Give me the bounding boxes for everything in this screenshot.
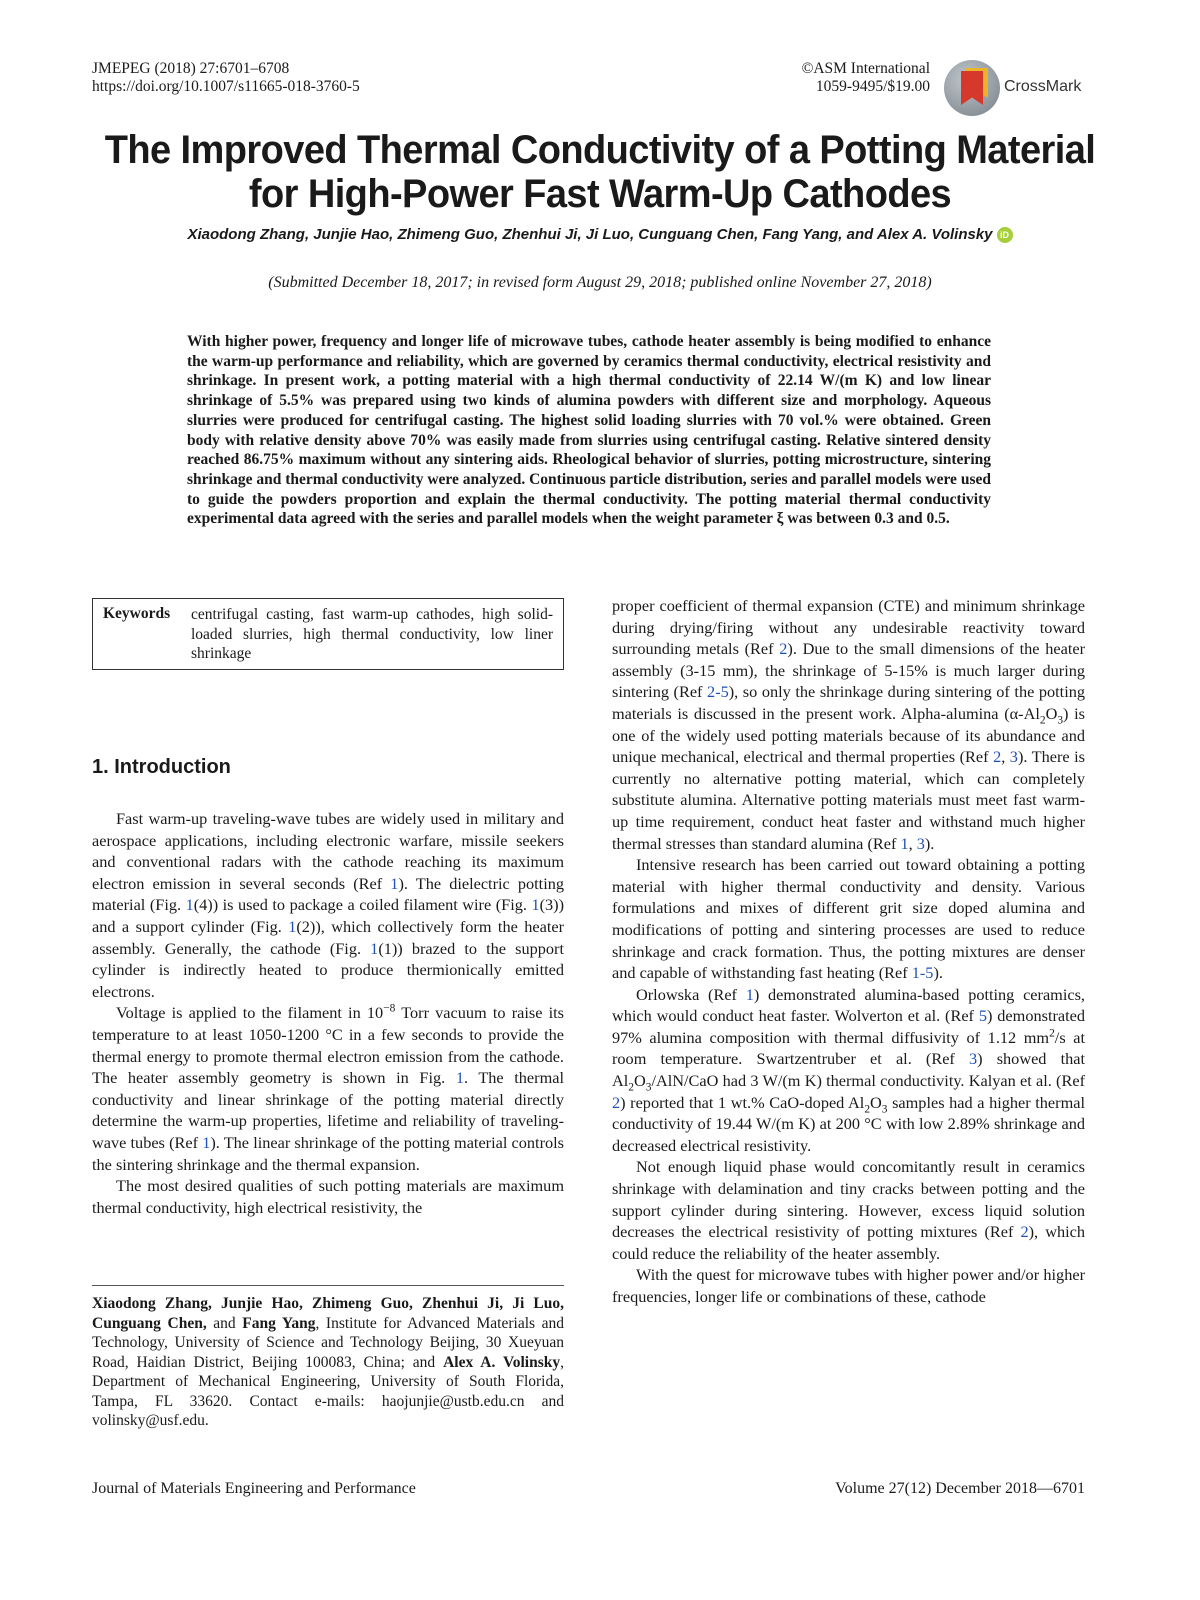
orcid-icon[interactable]: iD [997,227,1013,243]
ref-link[interactable]: 3 [1009,747,1018,767]
author-list [90,226,1110,243]
title-line-2: for High-Power Fast Warm-Up Cathodes [248,172,952,216]
paragraph: Not enough liquid phase would concomitantly result in ceramics shrinkage with delamination and tiny cracks between potting and the support cylinder during sintering. However, excess liquid solution decreases the electrical resistivity of potting mixtures (Ref 2), which could reduce the reliability of the heater assembly. [612,1157,1085,1263]
footnote-divider [92,1285,564,1286]
journal-ref: JMEPEG (2018) 27:6701–6708 [92,60,290,77]
ref-link[interactable]: 1 [900,833,909,853]
keywords-box [92,598,564,670]
title-line-1: The Improved Thermal Conductivity of a Potting Material [104,128,1096,172]
paragraph: The most desired qualities of such potting materials are maximum thermal conductivity, high electrical resistivity, the [92,1176,564,1217]
ref-link[interactable]: 2-5 [707,682,729,702]
ref-link[interactable]: 2 [779,639,788,659]
ref-link[interactable]: 1 [745,984,754,1004]
footer-volume: Volume 27(12) December 2018—6701 [835,1480,1085,1497]
ref-link[interactable]: 1 [202,1132,211,1152]
fig-link[interactable]: 1 [185,895,194,915]
paragraph: Orlowska (Ref 1) demonstrated alumina-based potting ceramics, which would conduct heat faster. Wolverton et al. (Ref 5) demonstrated 97% alumina composition with thermal diffusivity of 1.12 $mm^2/s$ at room temperature. Swartzentruber et al. (Ref 3) showed that $Al_2O_3/AlN$/CaO had 3 W/(m K) thermal conductivity. Kalyan et al. (Ref 2) reported that 1 wt.% CaO-doped $Al_2O_3$ samples had a higher thermal conductivity of 19.44 W/(m K) at 200 °C with low 2.89% shrinkage and decreased electrical resistivity. [612,984,1086,1155]
left-column [92,808,564,1218]
fig-link[interactable]: 1 [288,916,297,936]
paragraph: proper coefficient of thermal expansion (CTE) and minimum shrinkage during drying/firing without any undesirable reactivity toward surrounding metals (Ref 2). Due to the small dimensions of the heater assembly (3-15 mm), the shrinkage of 5-15% is much larger during sintering (Ref 2-5), so only the shrinkage during sintering of the potting materials is discussed in the present work. Alpha-alumina $(\alpha-Al_2O_3)$ is one of the widely used potting materials because of its abundance and unique mechanical, electrical and thermal properties (Ref 2, 3). There is currently no alternative potting material, which can completely substitute alumina. Alternative potting materials must meet fast warm-up time requirement, conduct heat faster and withstand much higher thermal stresses than standard alumina (Ref 1, 3). [612,596,1086,853]
header-right [760,60,930,96]
keywords-label: Keywords [103,605,171,622]
abstract: With higher power, frequency and longer life of microwave tubes, cathode heater assembly is being modified to enhance the warm-up performance and reliability, which are governed by ceramics thermal conductivity, electrical resistivity and shrinkage. In present work, a potting material with a high thermal conductivity of 22.14 W/(m K) and low linear shrinkage of 5.5% was prepared using two kinds of alumina powders with different size and morphology. Aqueous slurries were produced for centrifugal casting. The highest solid loading slurries with 70 vol.% were obtained. Green body with relative density above 70% was easily made from slurries using centrifugal casting. Relative sintered density reached 86.75% maximum without any sintering aids. Rheological behavior of slurries, potting microstructure, sintering shrinkage and thermal conductivity were analyzed. Continuous particle distribution, series and parallel models were used to guide the powders proportion and explain the thermal conductivity. The potting material thermal conductivity experimental data agreed with the series and parallel models when the weight parameter ξ was between 0.3 and 0.5. [187,333,991,528]
crossmark-icon [944,60,1000,116]
doi-link[interactable]: https://doi.org/10.1007/s11665-018-3760-5 [92,78,360,95]
paragraph: With the quest for microwave tubes with higher power and/or higher frequencies, longer life or combinations of these, cathode [612,1265,1085,1306]
ref-link[interactable]: 1-5 [911,963,934,983]
ref-link[interactable]: 3 [916,833,925,853]
fig-link[interactable]: 1 [455,1068,464,1088]
ref-link[interactable]: 2 [1020,1222,1029,1242]
ref-link[interactable]: 2 [612,1092,621,1112]
article-title [87,128,1113,216]
price: 1059-9495/$19.00 [815,78,930,95]
ref-link[interactable]: 3 [969,1049,978,1069]
author-affiliation: Xiaodong Zhang, Junjie Hao, Zhimeng Guo, Zhenhui Ji, Ji Luo, Cunguang Chen, and Fang Yang, Institute for Advanced Materials and Technology, University of Science and Technology Beijing, 30 Xueyuan Road, Haidian District, Beijing 100083, China; and Alex A. Volinsky, Department of Mechanical Engineering, University of South Florida, Tampa, FL 33620. Contact e-mails: haojunjie@ustb.edu.cn and volinsky@usf.edu. [92,1295,564,1429]
authors-text: Xiaodong Zhang, Junjie Hao, Zhimeng Guo, Zhenhui Ji, Ji Luo, Cunguang Chen, Fang Yang, and Alex A. Volinsky [187,226,993,243]
ref-link[interactable]: 5 [978,1006,987,1026]
right-column [612,595,1085,1308]
submission-dates: (Submitted December 18, 2017; in revised form August 29, 2018; published online November 27, 2018) [268,274,932,291]
crossmark-label: CrossMark [1004,78,1082,95]
paragraph: Intensive research has been carried out toward obtaining a potting material with higher thermal conductivity and density. Various formulations and mixes of different grit size doped alumina and modifications of potting and sintering processes are used to reduce shrinkage and crack formation. Thus, the potting mixtures are denser and capable of withstanding fast heating (Ref 1-5). [612,855,1085,983]
crossmark-badge[interactable] [944,60,1094,116]
fig-link[interactable]: 1 [531,895,540,915]
header-left [92,60,360,96]
keywords-text: centrifugal casting, fast warm-up cathodes, high solid-loaded slurries, high thermal conductivity, low liner shrinkage [191,606,553,662]
fig-link[interactable]: 1 [370,938,379,958]
section-heading-introduction: 1. Introduction [92,756,231,778]
copyright: ©ASM International [801,60,930,77]
ref-link[interactable]: 2 [993,747,1002,767]
footer-journal: Journal of Materials Engineering and Performance [92,1480,416,1497]
paragraph: Fast warm-up traveling-wave tubes are widely used in military and aerospace applications, including electronic warfare, missile seekers and conventional radars with the cathode reaching its maximum electron emission in several seconds (Ref 1). The dielectric potting material (Fig. 1(4)) is used to package a coiled filament wire (Fig. 1(3)) and a support cylinder (Fig. 1(2)), which collectively form the heater assembly. Generally, the cathode (Fig. 1(1)) brazed to the support cylinder is indirectly heated to produce thermionically emitted electrons. [92,809,565,1001]
ref-link[interactable]: 1 [390,873,399,893]
paragraph: Voltage is applied to the filament in $10^{-8}$ Torr vacuum to raise its temperature to at least 1050-1200 °C in a few seconds to provide the thermal energy to promote thermal electron emission from the cathode. The heater assembly geometry is shown in Fig. 1. The thermal conductivity and linear shrinkage of the potting material directly determine the warm-up properties, lifetime and reliability of traveling-wave tubes (Ref 1). The linear shrinkage of the potting material controls the sintering shrinkage and the thermal expansion. [92,1002,565,1174]
